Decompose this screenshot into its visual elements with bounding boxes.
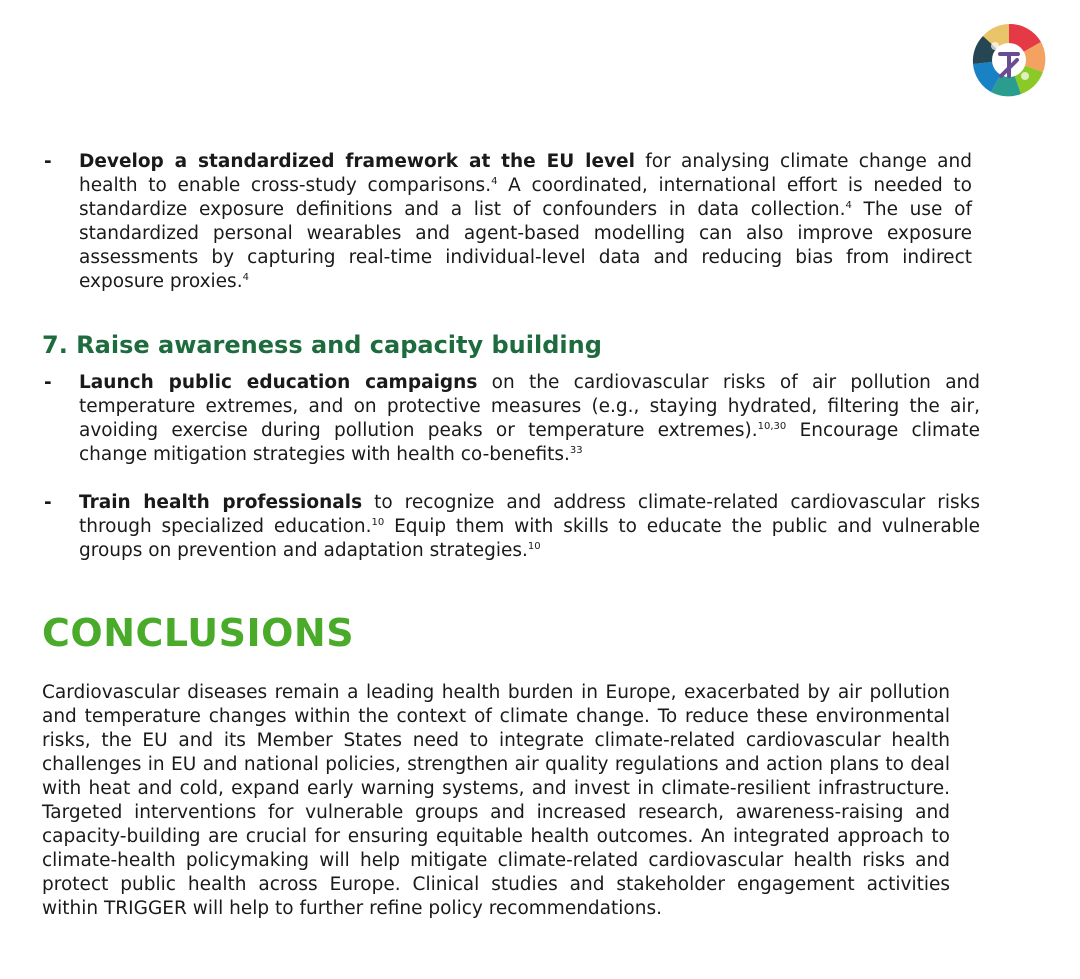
conclusions-title: CONCLUSIONS: [42, 611, 355, 655]
bullet-framework-lead: Develop a standardized framework at the EU level: [79, 151, 635, 172]
bullet-framework-sentence-3: The use of standardized personal wearables and agent-based modelling can also improve exposure assessments by capturing real-time individual-level data and reducing bias from indirect exposure proxies.: [79, 199, 972, 292]
trigger-logo-icon: [969, 20, 1049, 100]
bullet-framework-sentence-1: for analysing climate change and health to enable cross-study comparisons.: [79, 151, 972, 196]
reference-superscript: 33: [569, 444, 583, 456]
bullet-train-sentence-1: to recognize and address climate-related cardiovascular risks through specialized education.: [79, 492, 980, 537]
bullet-train: [44, 491, 980, 563]
bullet-campaigns-sentence-2: Encourage climate change mitigation strategies with health co-benefits.: [79, 420, 980, 465]
bullet-framework: [44, 150, 972, 294]
bullet-train-sentence-2: Equip them with skills to educate the public and vulnerable groups on prevention and adaptation strategies.: [79, 516, 980, 561]
reference-superscript: 10: [527, 540, 541, 552]
bullet-campaigns: [44, 371, 980, 467]
bullet-train-text: [79, 491, 980, 563]
reference-superscript: 4: [242, 271, 249, 283]
section-heading: 7. Raise awareness and capacity building: [42, 331, 602, 359]
bullet-campaigns-sentence-1: on the cardiovascular risks of air pollution and temperature extremes, and on protective measures (e.g., staying hydrated, filtering the air, avoiding exercise during pollution peaks or temperature extremes).: [79, 372, 980, 441]
bullet-campaigns-lead: Launch public education campaigns: [79, 372, 478, 393]
bullet-dash: -: [44, 151, 52, 172]
reference-superscript: 10: [371, 516, 385, 528]
bullet-train-lead: Train health professionals: [79, 492, 363, 513]
bullet-framework-sentence-2: A coordinated, international effort is needed to standardize exposure definitions and a list of confounders in data collection.: [79, 175, 973, 220]
reference-superscript: 10,30: [757, 420, 787, 432]
reference-superscript: 4: [845, 199, 852, 211]
reference-superscript: 4: [491, 175, 498, 187]
bullet-dash: -: [44, 372, 52, 393]
bullet-framework-text: [79, 150, 972, 294]
conclusions-body: Cardiovascular diseases remain a leading health burden in Europe, exacerbated by air pollution and temperature changes within the context of climate change. To reduce these environmental risks, the EU and its Member States need to integrate climate-related cardiovascular health challenges in EU and national policies, strengthen air quality regulations and action plans to deal with heat and cold, expand early warning systems, and invest in climate-resilient infrastructure. Targeted interventions for vulnerable groups and increased research, awareness-raising and capacity-building are crucial for ensuring equitable health outcomes. An integrated approach to climate-health policymaking will help mitigate climate-related cardiovascular health risks and protect public health across Europe. Clinical studies and stakeholder engagement activities within TRIGGER will help to further refine policy recommendations.: [42, 682, 950, 919]
bullet-campaigns-text: [79, 371, 980, 467]
bullet-dash: -: [44, 492, 52, 513]
